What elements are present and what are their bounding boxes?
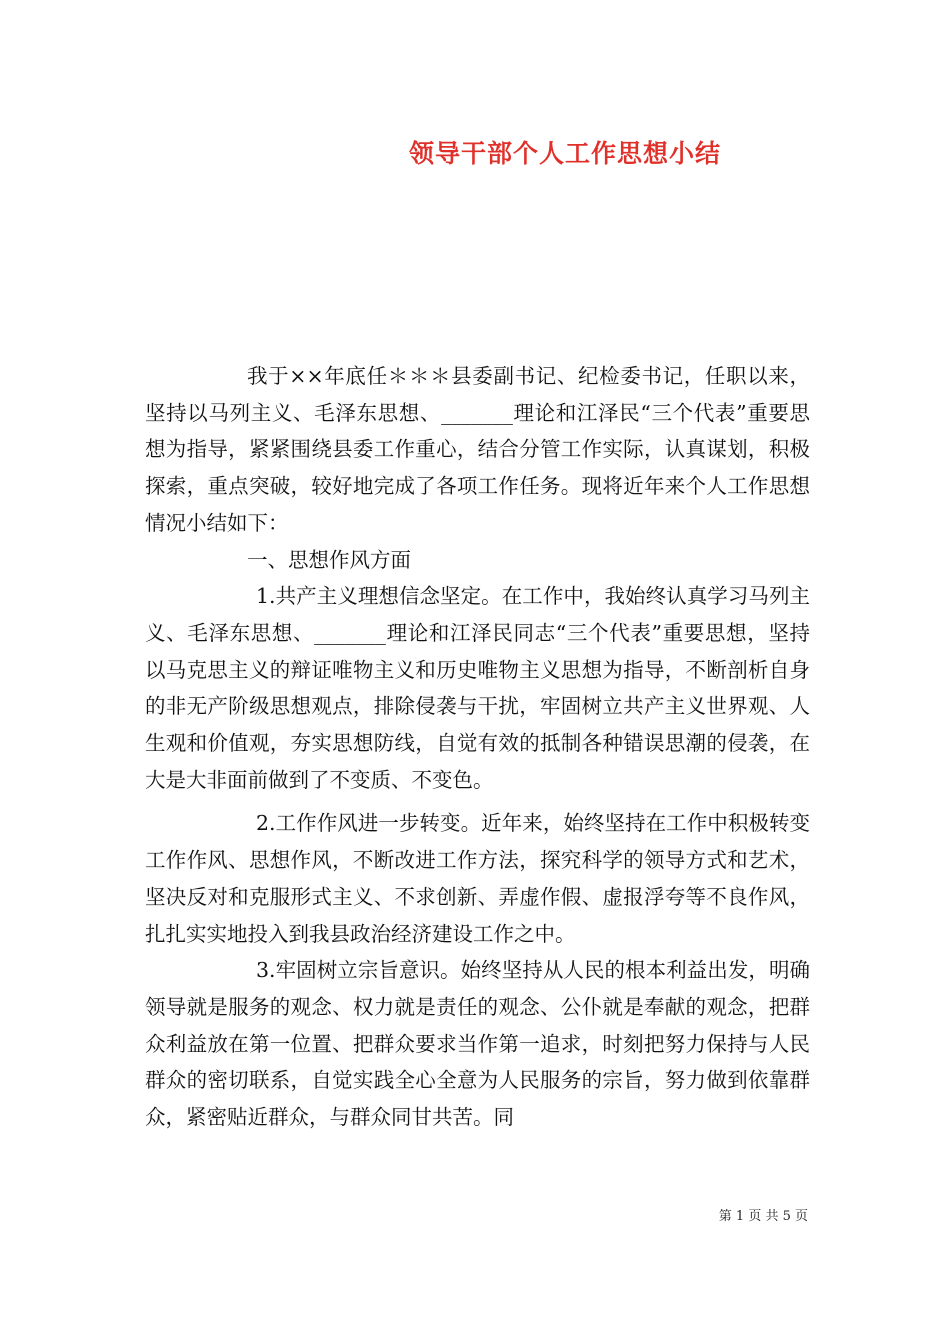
item-paragraph-1: 1.共产主义理想信念坚定。在工作中，我始终认真学习马列主义、毛泽东思想、_______理论和江泽民同志“三个代表”重要思想，坚持以马克思主义的辩证唯物主义和历史唯物主义思想为指导，不断剖析自身的非无产阶级思想观点，排除侵袭与干扰，牢固树立共产主义世界观、人生观和价值观，夯实思想防线，自觉有效的抵制各种错误思潮的侵袭，在大是大非面前做到了不变质、不变色。 — [145, 584, 810, 792]
item-paragraph-2: 2.工作作风进一步转变。近年来，始终坚持在工作中积极转变工作作风、思想作风，不断改进工作方法，探究科学的领导方式和艺术，坚决反对和克服形式主义、不求创新、弄虚作假、虚报浮夸等不良作风，扎扎实实地投入到我县政治经济建设工作之中。 — [145, 811, 810, 946]
section-heading: 一、思想作风方面 — [247, 547, 411, 572]
item-paragraph-3: 3.牢固树立宗旨意识。始终坚持从人民的根本利益出发，明确领导就是服务的观念、权力就是责任的观念、公仆就是奉献的观念，把群众利益放在第一位置、把群众要求当作第一追求，时刻把努力保持与人民群众的密切联系，自觉实践全心全意为人民服务的宗旨，努力做到依靠群众，紧密贴近群众，与群众同甘共苦。同 — [145, 958, 810, 1130]
document-title: 领导干部个人工作思想小结 — [408, 139, 721, 168]
document-body — [145, 358, 810, 1136]
page-number: 第 1 页 共 5 页 — [718, 1209, 808, 1224]
intro-paragraph: 我于××年底任＊＊＊县委副书记、纪检委书记，任职以来，坚持以马列主义、毛泽东思想、_______理论和江泽民“三个代表”重要思想为指导，紧紧围绕县委工作重心，结合分管工作实际，认真谋划，积极探索，重点突破，较好地完成了各项工作任务。现将近年来个人工作思想情况小结如下： — [145, 364, 810, 535]
